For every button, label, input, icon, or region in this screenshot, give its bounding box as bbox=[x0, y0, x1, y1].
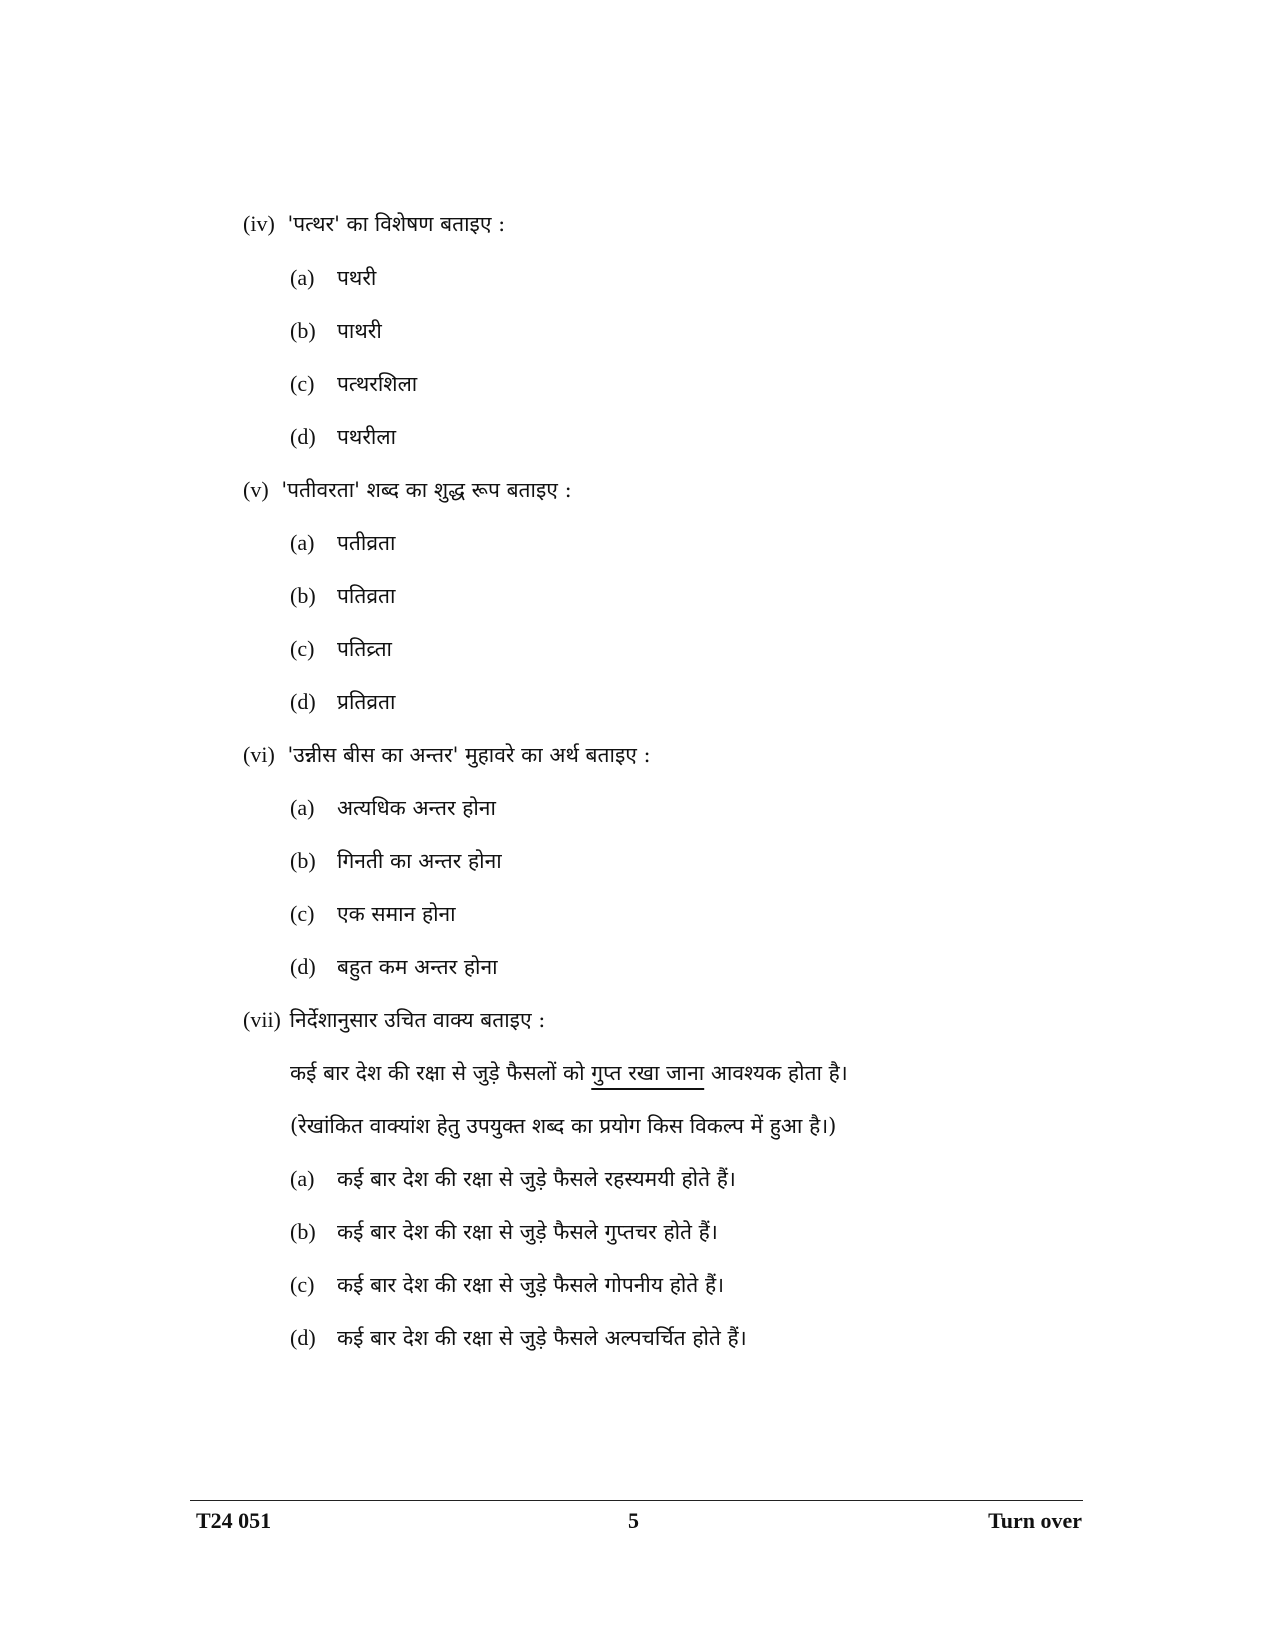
option-label: (b) bbox=[290, 1219, 316, 1244]
sentence-before: कई बार देश की रक्षा से जुड़े फैसलों को bbox=[290, 1061, 592, 1085]
option-vii-d bbox=[290, 1324, 747, 1352]
option-label: (d) bbox=[290, 1325, 316, 1350]
option-iv-d bbox=[290, 423, 396, 451]
option-text: पत्थरशिला bbox=[337, 372, 418, 396]
option-text: कई बार देश की रक्षा से जुड़े फैसले गुप्तचर होते हैं। bbox=[337, 1220, 718, 1244]
option-text: एक समान होना bbox=[337, 902, 456, 926]
option-text: कई बार देश की रक्षा से जुड़े फैसले रहस्यमयी होते हैं। bbox=[337, 1167, 736, 1191]
option-vii-c bbox=[290, 1271, 724, 1299]
option-text: पतिव्र्ता bbox=[337, 637, 392, 661]
option-v-c bbox=[290, 635, 392, 663]
option-label: (b) bbox=[290, 583, 316, 608]
option-text: प्रतिव्रता bbox=[337, 690, 396, 714]
option-v-b bbox=[290, 582, 395, 610]
option-label: (c) bbox=[290, 901, 315, 926]
option-label: (a) bbox=[290, 265, 315, 290]
option-vi-a bbox=[290, 794, 496, 822]
option-iv-a bbox=[290, 264, 376, 292]
page-number: 5 bbox=[628, 1508, 639, 1533]
option-vi-c bbox=[290, 900, 456, 928]
footer-divider bbox=[190, 1500, 1083, 1501]
paper-code: T24 051 bbox=[196, 1508, 272, 1533]
option-text: पथरीला bbox=[337, 425, 397, 449]
option-vii-a bbox=[290, 1165, 736, 1193]
instruction-text: (रेखांकित वाक्यांश हेतु उपयुक्त शब्द का प्रयोग किस विकल्प में हुआ है।) bbox=[290, 1114, 837, 1138]
question-number: (v) bbox=[243, 477, 269, 502]
option-label: (d) bbox=[290, 954, 316, 979]
option-text: बहुत कम अन्तर होना bbox=[337, 955, 498, 979]
question-number: (vi) bbox=[243, 742, 275, 767]
option-label: (c) bbox=[290, 1272, 315, 1297]
option-vii-b bbox=[290, 1218, 718, 1246]
option-text: पतीव्रता bbox=[337, 531, 396, 555]
option-text: पाथरी bbox=[337, 319, 382, 343]
option-vi-d bbox=[290, 953, 498, 981]
question-number: (vii) bbox=[243, 1007, 281, 1032]
question-vi bbox=[243, 741, 651, 769]
option-label: (c) bbox=[290, 636, 315, 661]
question-text: 'पतीवरता' शब्द का शुद्ध रूप बताइए : bbox=[281, 478, 572, 502]
option-text: कई बार देश की रक्षा से जुड़े फैसले गोपनीय होते हैं। bbox=[337, 1273, 725, 1297]
option-label: (b) bbox=[290, 318, 316, 343]
option-label: (c) bbox=[290, 371, 315, 396]
option-label: (d) bbox=[290, 689, 316, 714]
question-text: 'उन्नीस बीस का अन्तर' मुहावरे का अर्थ बताइए : bbox=[287, 743, 651, 767]
option-v-a bbox=[290, 529, 395, 557]
underlined-phrase: गुप्त रखा जाना bbox=[591, 1061, 705, 1085]
option-label: (b) bbox=[290, 848, 316, 873]
option-text: कई बार देश की रक्षा से जुड़े फैसले अल्पचर्चित होते हैं। bbox=[337, 1326, 747, 1350]
sentence-after: आवश्यक होता है। bbox=[704, 1061, 848, 1085]
option-iv-b bbox=[290, 317, 382, 345]
option-text: अत्यधिक अन्तर होना bbox=[337, 796, 496, 820]
option-text: पतिव्रता bbox=[337, 584, 396, 608]
option-label: (a) bbox=[290, 1166, 315, 1191]
option-v-d bbox=[290, 688, 395, 716]
question-iv bbox=[243, 210, 505, 238]
option-text: पथरी bbox=[337, 266, 377, 290]
question-text: 'पत्थर' का विशेषण बताइए : bbox=[287, 212, 506, 236]
turn-over-note: Turn over bbox=[988, 1508, 1082, 1533]
question-v bbox=[243, 476, 572, 504]
option-label: (d) bbox=[290, 424, 316, 449]
question-text: निर्देशानुसार उचित वाक्य बताइए : bbox=[289, 1008, 546, 1032]
question-vii bbox=[243, 1006, 545, 1034]
option-label: (a) bbox=[290, 795, 315, 820]
sentence-with-underline bbox=[290, 1059, 848, 1087]
question-number: (iv) bbox=[243, 211, 275, 236]
option-iv-c bbox=[290, 370, 417, 398]
option-vi-b bbox=[290, 847, 502, 875]
option-label: (a) bbox=[290, 530, 315, 555]
option-text: गिनती का अन्तर होना bbox=[337, 849, 502, 873]
